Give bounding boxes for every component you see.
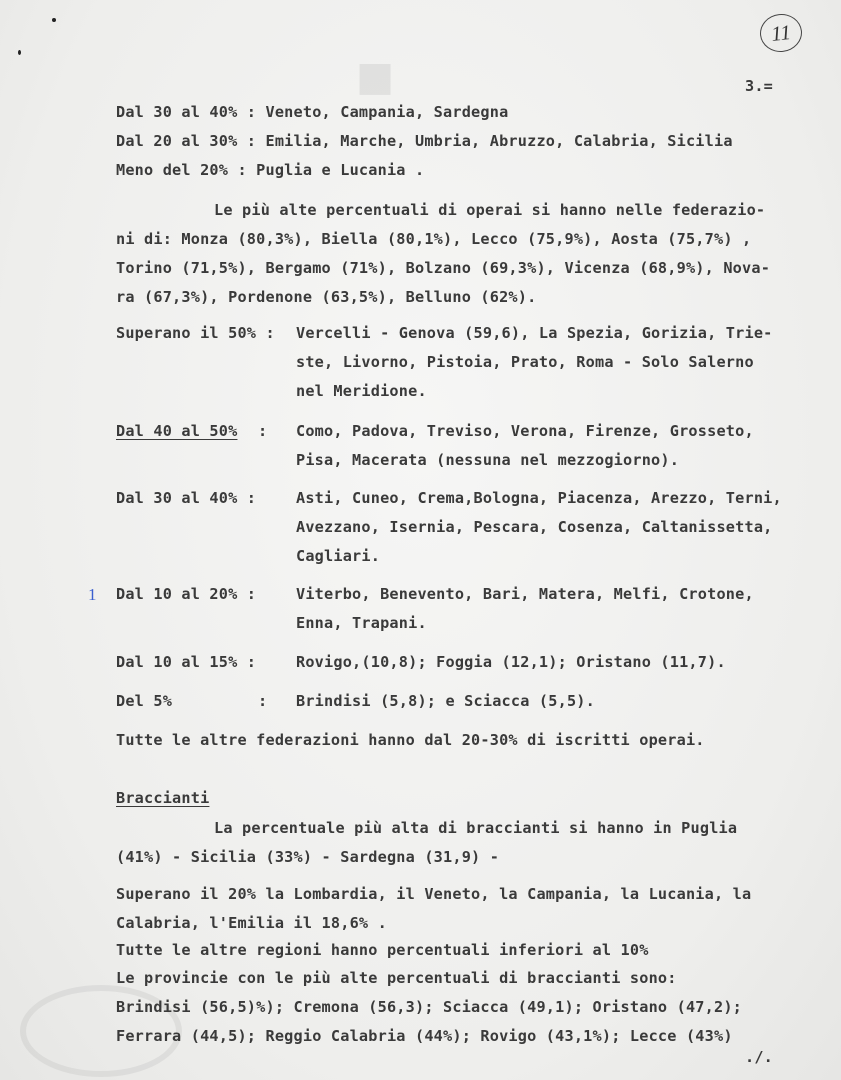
paragraph-line: Le provincie con le più alte percentuali di braccianti sono: xyxy=(116,969,677,987)
paragraph-line: Ferrara (44,5); Reggio Calabria (44%); Rovigo (43,1%); Lecce (43%) xyxy=(116,1027,733,1045)
range-text: ste, Livorno, Pistoia, Prato, Roma - Solo Salerno xyxy=(296,353,754,371)
range-text: Asti, Cuneo, Crema,Bologna, Piacenza, Arezzo, Terni, xyxy=(296,489,782,507)
paragraph-line: Brindisi (56,5)%); Cremona (56,3); Sciacca (49,1); Oristano (47,2); xyxy=(116,998,743,1016)
typed-page-label: 3.= xyxy=(745,77,774,95)
range-label: Dal 30 al 40% : xyxy=(116,489,257,507)
range-label: Superano il 50% : xyxy=(116,324,275,342)
ink-speck xyxy=(52,18,56,22)
range-label: Dal 10 al 15% : xyxy=(116,653,257,671)
handwritten-page-number: 11 xyxy=(758,12,804,54)
paragraph-line: Le più alte percentuali di operai si hanno nelle federazio- xyxy=(214,201,766,219)
text-line: Dal 30 al 40% : Veneto, Campania, Sardegna xyxy=(116,103,509,121)
paragraph-line: Superano il 20% la Lombardia, il Veneto, la Campania, la Lucania, la xyxy=(116,885,752,903)
range-text: Avezzano, Isernia, Pescara, Cosenza, Caltanissetta, xyxy=(296,518,773,536)
handwritten-margin-mark: 1 xyxy=(88,585,97,604)
range-text: Enna, Trapani. xyxy=(296,614,427,632)
ink-speck xyxy=(18,50,21,55)
range-text: Cagliari. xyxy=(296,547,381,565)
paragraph-line: La percentuale più alta di braccianti si hanno in Puglia xyxy=(214,819,738,837)
range-text: nel Meridione. xyxy=(296,382,427,400)
paragraph-line: Calabria, l'Emilia il 18,6% . xyxy=(116,914,387,932)
range-text: Brindisi (5,8); e Sciacca (5,5). xyxy=(296,692,595,710)
archive-watermark: ■ xyxy=(342,60,414,117)
text-line: Dal 20 al 30% : Emilia, Marche, Umbria, Abruzzo, Calabria, Sicilia xyxy=(116,132,733,150)
range-text: Como, Padova, Treviso, Verona, Firenze, Grosseto, xyxy=(296,422,754,440)
range-colon: : xyxy=(258,692,268,710)
range-text: Pisa, Macerata (nessuna nel mezzogiorno). xyxy=(296,451,680,469)
paragraph-line: ni di: Monza (80,3%), Biella (80,1%), Lecco (75,9%), Aosta (75,7%) , xyxy=(116,230,752,248)
paragraph-line: Tutte le altre regioni hanno percentuali inferiori al 10% xyxy=(116,941,649,959)
summary-line: Tutte le altre federazioni hanno dal 20-30% di iscritti operai. xyxy=(116,731,705,749)
paragraph-line: (41%) - Sicilia (33%) - Sardegna (31,9) - xyxy=(116,848,500,866)
range-label: Dal 10 al 20% : xyxy=(116,585,257,603)
continuation-mark: ./. xyxy=(745,1048,774,1066)
range-text: Vercelli - Genova (59,6), La Spezia, Gorizia, Trie- xyxy=(296,324,773,342)
text-line: Meno del 20% : Puglia e Lucania . xyxy=(116,161,425,179)
range-text: Viterbo, Benevento, Bari, Matera, Melfi, Crotone, xyxy=(296,585,754,603)
section-heading: Braccianti xyxy=(116,789,210,807)
paragraph-line: ra (67,3%), Pordenone (63,5%), Belluno (62%). xyxy=(116,288,537,306)
range-label: Dal 40 al 50% xyxy=(116,422,238,440)
range-label: Del 5% xyxy=(116,692,173,710)
range-text: Rovigo,(10,8); Foggia (12,1); Oristano (11,7). xyxy=(296,653,726,671)
paragraph-line: Torino (71,5%), Bergamo (71%), Bolzano (69,3%), Vicenza (68,9%), Nova- xyxy=(116,259,771,277)
range-colon: : xyxy=(258,422,268,440)
